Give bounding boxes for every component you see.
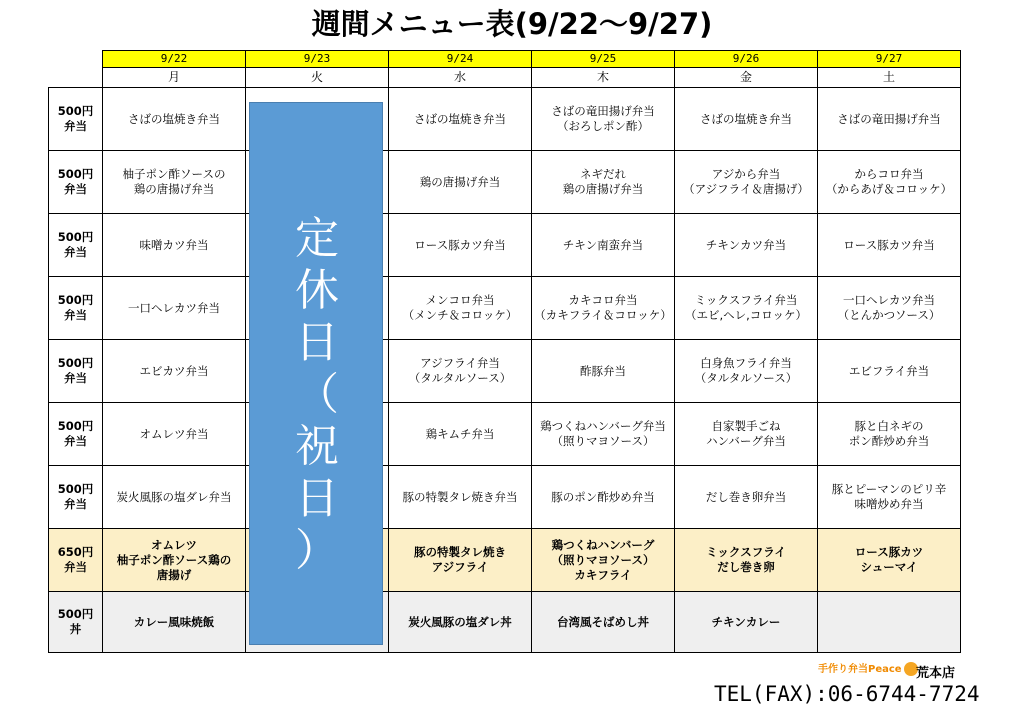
date-cell: 9/24 bbox=[389, 51, 532, 68]
menu-cell: ミックスフライ弁当 （エビ,ヘレ,コロッケ） bbox=[675, 277, 818, 340]
special-bento-row bbox=[49, 529, 961, 592]
menu-cell: 台湾風そばめし丼 bbox=[532, 592, 675, 653]
weekday-cell: 火 bbox=[246, 68, 389, 88]
date-cell: 9/27 bbox=[818, 51, 961, 68]
weekday-cell: 土 bbox=[818, 68, 961, 88]
menu-cell: 鶏つくねハンバーグ （照りマヨソース） カキフライ bbox=[532, 529, 675, 592]
menu-cell: 豚と白ネギの ポン酢炒め弁当 bbox=[818, 403, 961, 466]
bento-row bbox=[49, 403, 961, 466]
menu-cell: 豚とピーマンのピリ辛 味噌炒め弁当 bbox=[818, 466, 961, 529]
date-cell: 9/25 bbox=[532, 51, 675, 68]
page-title: 週間メニュー表(9/22～9/27) bbox=[311, 7, 713, 41]
weekday-cell: 金 bbox=[675, 68, 818, 88]
menu-cell: カレー風味焼飯 bbox=[103, 592, 246, 653]
menu-cell bbox=[818, 592, 961, 653]
menu-cell: さばの塩焼き弁当 bbox=[103, 88, 246, 151]
bento-row bbox=[49, 151, 961, 214]
date-cell: 9/22 bbox=[103, 51, 246, 68]
price-label: 500円 丼 bbox=[49, 592, 103, 653]
menu-cell: エビカツ弁当 bbox=[103, 340, 246, 403]
menu-cell: 柚子ポン酢ソースの 鶏の唐揚げ弁当 bbox=[103, 151, 246, 214]
price-label: 500円 弁当 bbox=[49, 403, 103, 466]
price-label: 500円 弁当 bbox=[49, 340, 103, 403]
menu-cell: チキンカレー bbox=[675, 592, 818, 653]
date-cell: 9/23 bbox=[246, 51, 389, 68]
menu-cell: ネギだれ 鶏の唐揚げ弁当 bbox=[532, 151, 675, 214]
menu-cell: だし巻き卵弁当 bbox=[675, 466, 818, 529]
bento-row bbox=[49, 214, 961, 277]
menu-cell: 酢豚弁当 bbox=[532, 340, 675, 403]
price-label: 500円 弁当 bbox=[49, 88, 103, 151]
date-cell: 9/26 bbox=[675, 51, 818, 68]
menu-cell: 豚のポン酢炒め弁当 bbox=[532, 466, 675, 529]
holiday-closed-banner bbox=[249, 102, 383, 645]
bento-row bbox=[49, 340, 961, 403]
menu-cell: メンコロ弁当 （メンチ＆コロッケ） bbox=[389, 277, 532, 340]
menu-cell: からコロ弁当 （からあげ＆コロッケ） bbox=[818, 151, 961, 214]
menu-cell: オムレツ 柚子ポン酢ソース鶏の 唐揚げ bbox=[103, 529, 246, 592]
price-label: 500円 弁当 bbox=[49, 466, 103, 529]
menu-cell: 鶏つくねハンバーグ弁当 （照りマヨソース） bbox=[532, 403, 675, 466]
menu-cell: 味噌カツ弁当 bbox=[103, 214, 246, 277]
menu-cell: さばの塩焼き弁当 bbox=[675, 88, 818, 151]
rice-bowl-row bbox=[49, 592, 961, 653]
menu-cell: 炭火風豚の塩ダレ弁当 bbox=[103, 466, 246, 529]
menu-cell: 白身魚フライ弁当 （タルタルソース） bbox=[675, 340, 818, 403]
bento-row bbox=[49, 88, 961, 151]
corner-cell bbox=[49, 51, 103, 68]
bento-row bbox=[49, 277, 961, 340]
bento-row bbox=[49, 466, 961, 529]
weekday-cell: 木 bbox=[532, 68, 675, 88]
menu-cell: チキンカツ弁当 bbox=[675, 214, 818, 277]
shop-logo bbox=[818, 660, 918, 676]
menu-cell: エビフライ弁当 bbox=[818, 340, 961, 403]
menu-cell: ロース豚カツ弁当 bbox=[818, 214, 961, 277]
menu-cell: さばの竜田揚げ弁当 （おろしポン酢） bbox=[532, 88, 675, 151]
menu-cell: 一口ヘレカツ弁当 bbox=[103, 277, 246, 340]
price-label: 650円 弁当 bbox=[49, 529, 103, 592]
logo-text: 手作り弁当Peace bbox=[818, 664, 902, 675]
menu-cell: アジから弁当 （アジフライ＆唐揚げ） bbox=[675, 151, 818, 214]
menu-cell: カキコロ弁当 （カキフライ＆コロッケ） bbox=[532, 277, 675, 340]
menu-cell: 炭火風豚の塩ダレ丼 bbox=[389, 592, 532, 653]
date-header-row bbox=[49, 51, 961, 68]
price-label: 500円 弁当 bbox=[49, 151, 103, 214]
menu-cell: 豚の特製タレ焼き アジフライ bbox=[389, 529, 532, 592]
menu-cell: ロース豚カツ シューマイ bbox=[818, 529, 961, 592]
menu-cell: 豚の特製タレ焼き弁当 bbox=[389, 466, 532, 529]
menu-cell: 鶏の唐揚げ弁当 bbox=[389, 151, 532, 214]
menu-cell: 一口ヘレカツ弁当 （とんかつソース） bbox=[818, 277, 961, 340]
corner-cell bbox=[49, 68, 103, 88]
menu-cell: さばの塩焼き弁当 bbox=[389, 88, 532, 151]
price-label: 500円 弁当 bbox=[49, 214, 103, 277]
branch-name: 荒本店 bbox=[916, 666, 956, 681]
weekday-cell: 月 bbox=[103, 68, 246, 88]
menu-cell: オムレツ弁当 bbox=[103, 403, 246, 466]
menu-cell: さばの竜田揚げ弁当 bbox=[818, 88, 961, 151]
closed-label: 定 休 日 （ 祝 日 ） bbox=[295, 213, 339, 576]
weekly-menu-table bbox=[48, 50, 961, 653]
telephone-number: TEL(FAX):06-6744-7724 bbox=[714, 682, 980, 706]
weekday-header-row bbox=[49, 68, 961, 88]
menu-cell: 鶏キムチ弁当 bbox=[389, 403, 532, 466]
price-label: 500円 弁当 bbox=[49, 277, 103, 340]
menu-cell: ミックスフライ だし巻き卵 bbox=[675, 529, 818, 592]
menu-cell: 自家製手ごね ハンバーグ弁当 bbox=[675, 403, 818, 466]
menu-cell: チキン南蛮弁当 bbox=[532, 214, 675, 277]
weekday-cell: 水 bbox=[389, 68, 532, 88]
menu-cell: アジフライ弁当 （タルタルソース） bbox=[389, 340, 532, 403]
menu-cell: ロース豚カツ弁当 bbox=[389, 214, 532, 277]
